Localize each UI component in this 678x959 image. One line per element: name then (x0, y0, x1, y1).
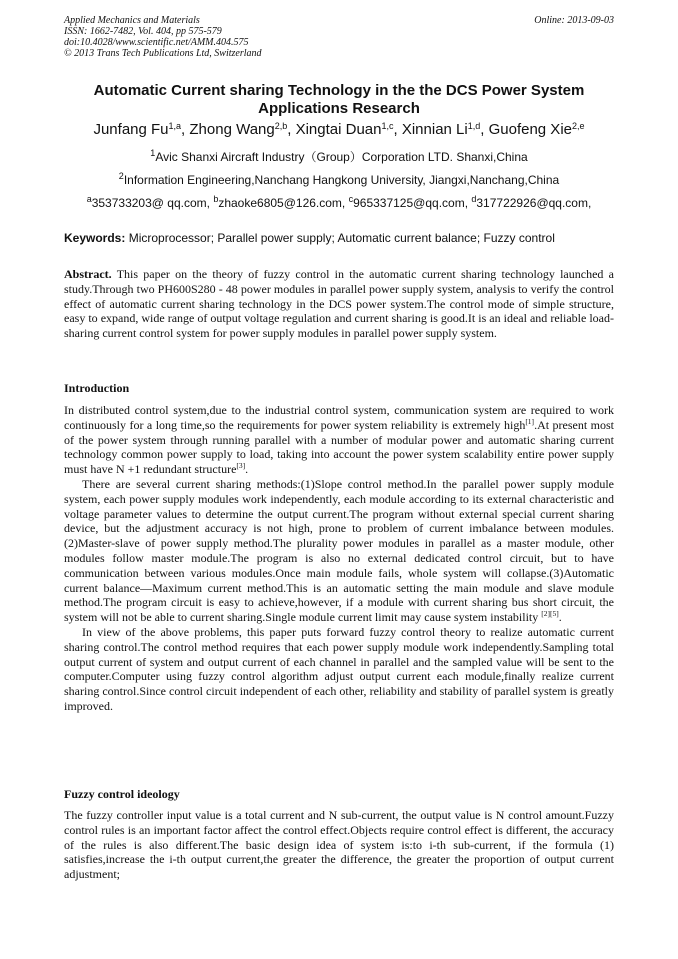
intro-paragraph-2 (64, 477, 614, 625)
intro-paragraph-3: In view of the above problems, this paper puts forward fuzzy control theory to realize automatic current sharing control.The control method requires that each power supply module work independently.Sampling total output current of system and output current of each channel in parallel and the sampled value will be sent to the computer.Computer using fuzzy control algorithm adjust output current each module,finally realize current sharing control.Since control circuit independent of each other, reliability and stability of parallel system is greatly improved. (64, 624, 614, 713)
affiliation-1 (20, 150, 658, 164)
fuzzy-paragraph-1: The fuzzy controller input value is a total current and N sub-current, the output value is N control amount.Fuzzy control rules is an important factor affect the control effect.Objects require control effect is different, the accuracy of the rules is also different.The basic design idea of system is:to i-th sub-current, if the formula (1) satisfies,increase the i-th output current,the greater the difference, the greater the proportion of output current adjustment; (64, 808, 614, 882)
affiliation-2 (20, 173, 658, 187)
introduction-heading: Introduction (64, 381, 130, 395)
affiliation-text: Information Engineering,Nanchang Hangkong University, Jiangxi,Nanchang,China (123, 173, 560, 187)
paragraph-text: .At present most of the power system through running parallel with a number of modular power and automatic sharing current technology common power supply to load, taking into account the power system scalability entire power supply must have N +1 redundant structure (64, 417, 614, 477)
author-name: Xingtai Duan (295, 121, 382, 138)
citation-ref[interactable]: [1] (525, 416, 535, 426)
author-name: Xinnian Li (401, 121, 468, 138)
paper-title: Automatic Current sharing Technology in the the DCS Power System Applications Research (93, 82, 585, 117)
paragraph-text: In distributed control system,due to the industrial control system, communication system are required to work continuously for a long time,so the requirements for power system reliability is extremely high (64, 403, 614, 432)
intro-paragraph-1 (64, 403, 614, 477)
author-affiliation-mark: 1,d (467, 121, 481, 131)
fuzzy-control-heading: Fuzzy control ideology (64, 787, 180, 801)
affiliation-mark: 2 (118, 171, 124, 181)
abstract-text: This paper on the theory of fuzzy control in the automatic current sharing technology launched a study.Through two PH600S280 - 48 power modules in parallel power supply system, analysis to verify the control effect of automatic current sharing technology in the DCS power system.The control mode of simple structure, easy to expand, wide range of output voltage regulation and current sharing is good.It is an ideal and reliable load-sharing current control system for power supply modules in parallel power supply system. (64, 267, 614, 341)
author-name: Guofeng Xie (488, 121, 572, 138)
author-affiliation-mark: 1,c (381, 121, 394, 131)
email-address: 317722926@qq.com, (476, 196, 592, 210)
author-affiliation-mark: 2,b (274, 121, 288, 131)
author-name: Junfang Fu (93, 121, 169, 138)
online-date: Online: 2013-09-03 (534, 15, 614, 26)
journal-header (64, 15, 614, 59)
email-mark: b (213, 194, 219, 204)
paragraph-text: There are several current sharing methods:(1)Slope control method.In the parallel power supply module system, each power supply modules work independently, each module according to its external characteristic and voltage parameter values to determine the output current.The program without external special current sharing device, but the adjustment accuracy is not high, prone to problem of current imbalance between modules.(2)Master-slave of power supply method.The plurality power modules in parallel as a master module, other modules follow master module.The program is also no external dedicated control circuit, but to have communication between various modules.Once main module fails, whole system will collapse.(3)Automatic current balance—Maximum current method.This is an automatic setting the main module and slave module method.The program circuit is easy to achieve,however, if a module with current sharing bus short circuit, the system will not be able to current sharing.Single module current limit may cause system instability (64, 476, 614, 625)
affiliation-text: Avic Shanxi Aircraft Industry（Group）Corporation LTD. Shanxi,China (155, 150, 528, 164)
author-affiliation-mark: 2,e (572, 121, 585, 131)
author-affiliation-mark: 1,a (168, 121, 182, 131)
abstract-label: Abstract. (64, 267, 112, 281)
keywords-line (64, 231, 614, 246)
doi-line: doi:10.4028/www.scientific.net/AMM.404.575 (64, 37, 249, 48)
author-name: Zhong Wang (189, 121, 275, 138)
email-address: 965337125@qq.com, (353, 196, 472, 210)
affiliation-mark: 1 (150, 148, 156, 158)
introduction-section (64, 403, 614, 714)
citation-ref[interactable]: [3] (236, 461, 246, 471)
author-list: Junfang Fu$^{1,a}$, Zhong Wang$^{2,b}$, Xingtai Duan$^{1,c}$, Xinnian Li$^{1,d}$, Guofeng Xie$^{2,e}$ (93, 121, 585, 138)
issn-line: ISSN: 1662-7482, Vol. 404, pp 575-579 (64, 26, 222, 37)
email-mark: a (86, 194, 92, 204)
email-mark: d (471, 194, 477, 204)
email-address: 353733203@ qq.com, (91, 196, 214, 210)
journal-name: Applied Mechanics and Materials (64, 15, 200, 26)
citation-ref[interactable]: [2][5] (541, 609, 559, 619)
email-address: zhaoke6805@126.com, (218, 196, 349, 210)
keywords-text: Microprocessor; Parallel power supply; Automatic current balance; Fuzzy control (125, 231, 555, 245)
keywords-label: Keywords: (64, 231, 126, 245)
abstract-paragraph (64, 267, 614, 341)
copyright-line: © 2013 Trans Tech Publications Ltd, Switzerland (64, 48, 262, 59)
fuzzy-control-section (64, 808, 614, 882)
paragraph-text: . (245, 462, 249, 477)
email-mark: c (348, 194, 354, 204)
email-list (20, 196, 658, 210)
paragraph-text: . (558, 610, 562, 625)
